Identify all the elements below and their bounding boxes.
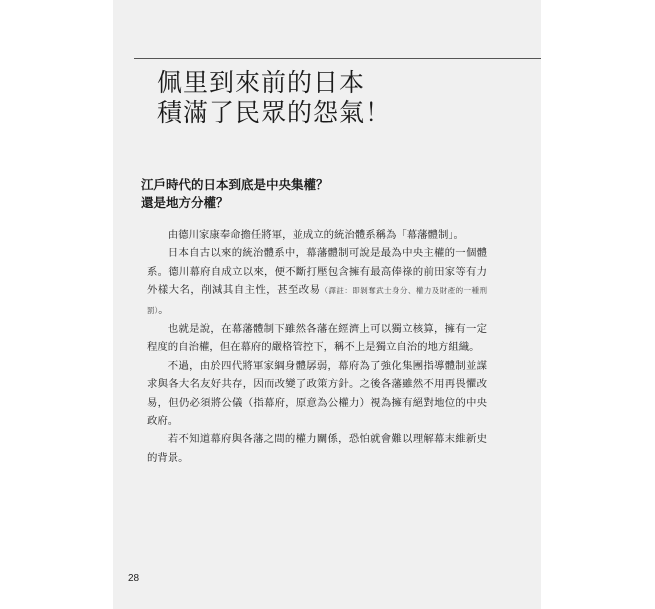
paragraph: 也就是說，在幕藩體制下雖然各藩在經濟上可以獨立核算，擁有一定程度的自治權，但在幕府的嚴格管控下，稱不上是獨立自治的地方組織。 [147,323,487,354]
top-rule [134,58,541,59]
page-number: 28 [128,573,140,584]
paragraph: 不過，由於四代將軍家綱身體孱弱，幕府為了強化集團指導體制並謀求與各大名友好共存，因而改變了政策方針。之後各藩雖然不用再畏懼改易，但仍必須將公儀（指幕府，原意為公權力）視為擁有絕對地位的中央政府。 [147,359,487,428]
paragraph-tail: 。 [158,303,169,316]
chapter-title-line-2: 積滿了民眾的怨氣！ [157,98,392,127]
body-text [147,226,487,467]
book-page [113,0,541,609]
chapter-title-line-1: 佩里到來前的日本 [157,68,366,97]
section-heading-line-2: 還是地方分權？ [141,195,229,210]
section-heading-line-1: 江戶時代的日本到底是中央集權？ [141,177,329,192]
paragraph: 若不知道幕府與各藩之間的權力關係，恐怕就會難以理解幕末維新史的背景。 [147,433,487,464]
translator-note: （譯註：即剝奪武士身分、權力及財產的一種刑罰） [147,286,488,315]
paragraph-text: 日本自古以來的統治體系中，幕藩體制可說是最為中央主權的一個體系。德川幕府自成立以來，便不斷打壓包含擁有最高俸祿的前田家等有力外樣大名，削減其自主性，甚至改易 [147,247,487,297]
paragraph: 由德川家康奉命擔任將軍，並成立的統治體系稱為「幕藩體制」。 [167,229,464,241]
paragraph [147,244,487,320]
section-heading [141,176,329,212]
chapter-title [157,68,391,128]
